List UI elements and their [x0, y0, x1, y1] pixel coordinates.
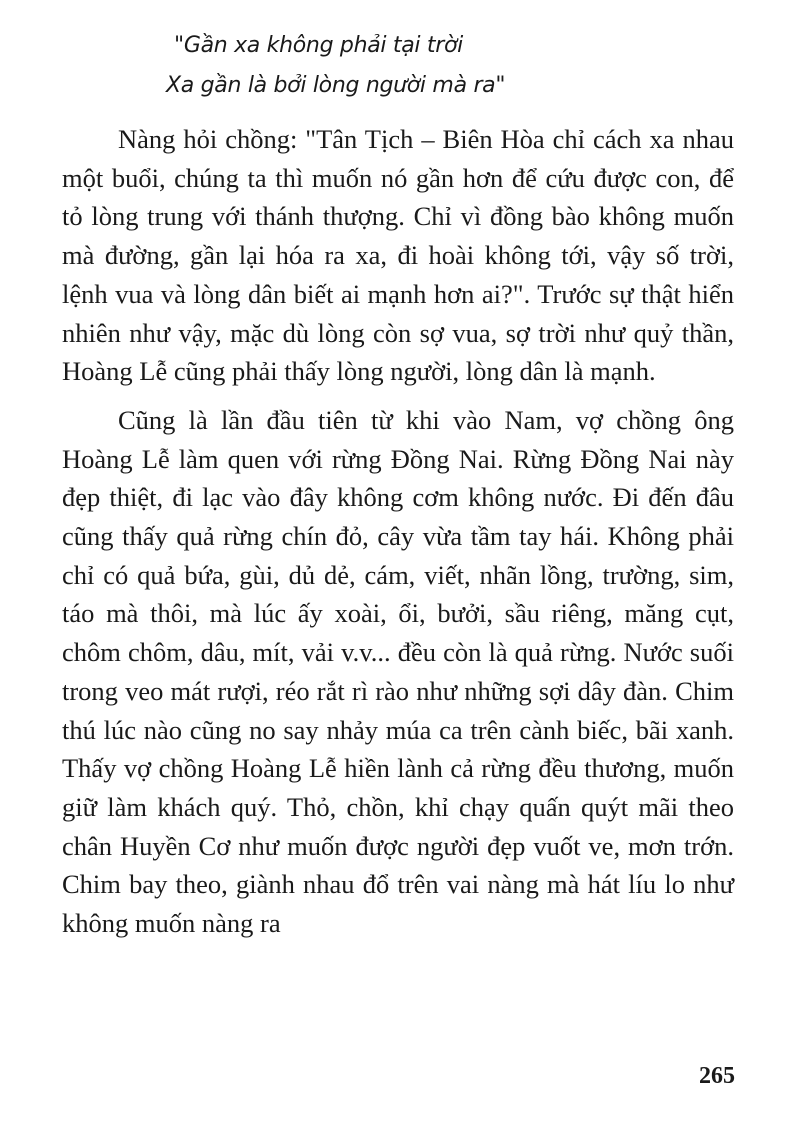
- epigraph-verse: [166, 26, 734, 106]
- epigraph-line-2: Xa gần là bởi lòng người mà ra": [166, 73, 506, 98]
- paragraph-2: Cũng là lần đầu tiên từ khi vào Nam, vợ chồng ông Hoàng Lễ làm quen với rừng Đồng Nai. Rừng Đồng Nai này đẹp thiệt, đi lạc vào đây không cơm không nước. Đi đến đâu cũng thấy quả rừng chín đỏ, cây vừa tầm tay hái. Không phải chỉ có quả bứa, gùi, dủ dẻ, cám, viết, nhãn lồng, trường, sim, táo mà thôi, mà lúc ấy xoài, ổi, bưởi, sầu riêng, măng cụt, chôm chôm, dâu, mít, vải v.v... đều còn là quả rừng. Nước suối trong veo mát rượi, réo rắt rì rào như những sợi dây đàn. Chim thú lúc nào cũng no say nhảy múa ca trên cành biếc, bãi xanh. Thấy vợ chồng Hoàng Lễ hiền lành cả rừng đều thương, muốn giữ làm khách quý. Thỏ, chồn, khỉ chạy quấn quýt mãi theo chân Huyền Cơ như muốn được người đẹp vuốt ve, mơn trớn. Chim bay theo, giành nhau đổ trên vai nàng mà hát líu lo như không muốn nàng ra: [62, 404, 734, 939]
- page-number: 265: [699, 1063, 735, 1089]
- epigraph-line-1: "Gần xa không phải tại trời: [174, 33, 463, 58]
- book-page: [62, 26, 734, 1106]
- paragraph-1: Nàng hỏi chồng: "Tân Tịch – Biên Hòa chỉ cách xa nhau một buổi, chúng ta thì muốn nó gần hơn để cứu được con, để tỏ lòng trung với thánh thượng. Chỉ vì đồng bào không muốn mà đường, gần lại hóa ra xa, đi hoài không tới, vậy số trời, lệnh vua và lòng dân biết ai mạnh hơn ai?". Trước sự thật hiển nhiên như vậy, mặc dù lòng còn sợ vua, sợ trời như quỷ thần, Hoàng Lễ cũng phải thấy lòng người, lòng dân là mạnh.: [62, 124, 734, 387]
